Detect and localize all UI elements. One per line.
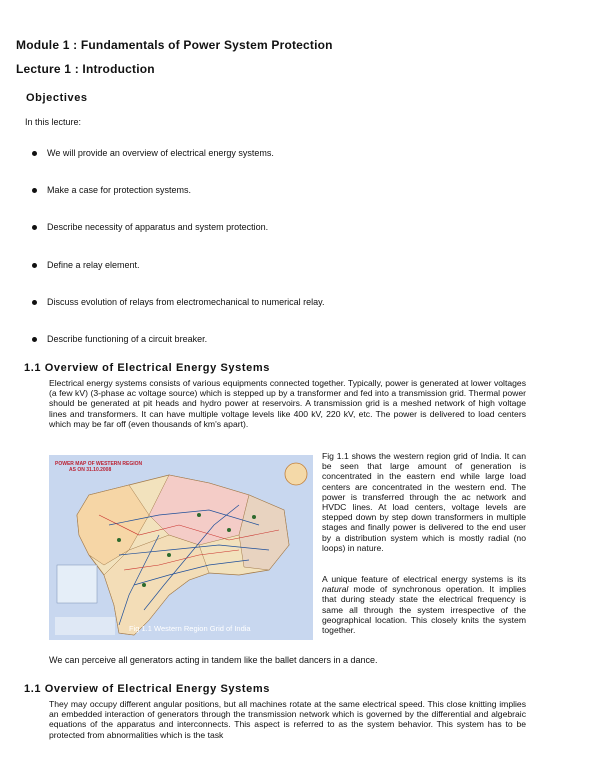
bullet-icon [32,263,37,268]
section-paragraph: Electrical energy systems consists of various equipments connected together. Typically, power is generated at lower voltages (a few kV) (3-phase ac voltage source) which is stepped up by a transformer and fed into a transmission grid. Thermal power should be generated at pit heads and hydro power at reservoirs. A transmission grid is a meshed network of high voltage lines and transformers. It can have multiple voltage levels like 400 kV, 220 kV, etc. The power is delivered to load centers which may be far off (even thousands of km's apart). [49,378,526,429]
lecture-title: Lecture 1 : Introduction [16,62,155,76]
objective-item: Describe necessity of apparatus and system protection. [32,222,268,232]
figure-caption: Fig 1.1 Western Region Grid of India [129,624,251,633]
figure-description: Fig 1.1 shows the western region grid of India. It can be seen that large amount of generation is concentrated in the eastern end while large load centers are concentrated in the western end. The power is transferred through the ac network and HVDC lines. At load centers, voltage levels are stepped down by step down transformers in multiple stages and finally power is delivered to the end user by a distribution system which is mostly radial (no loops) in nature. [322,451,526,553]
objective-item: We will provide an overview of electrical energy systems. [32,148,274,158]
objective-item: Discuss evolution of relays from electromechanical to numerical relay. [32,297,324,307]
objective-item: Define a relay element. [32,260,140,270]
closing-sentence: We can perceive all generators acting in tandem like the ballet dancers in a dance. [49,655,378,665]
objectives-heading: Objectives [26,92,88,104]
bullet-icon [32,300,37,305]
section-heading: 1.1 Overview of Electrical Energy Systems [24,362,270,374]
objective-item: Describe functioning of a circuit breaker. [32,334,207,344]
objectives-intro: In this lecture: [25,117,82,127]
map-illustration [49,455,313,640]
western-region-map [49,455,313,640]
objective-item: Make a case for protection systems. [32,185,191,195]
module-title: Module 1 : Fundamentals of Power System Protection [16,38,333,52]
synchronous-operation-paragraph: A unique feature of electrical energy systems is its natural mode of synchronous operation. It implies that during steady state the electrical frequency is same all through the system irrespective of the geographical location. This closely knits the system together. [322,574,526,636]
section-paragraph: They may occupy different angular positions, but all machines rotate at the same electrical speed. This close knitting implies an embedded interaction of generators through the transmission network which is governed by the differential and algebraic equations of the apparatus and interconnects. This aspect is referred to as the system behavior. This system has to be protected from abnormalities which is the task [49,699,526,740]
section-heading: 1.1 Overview of Electrical Energy Systems [24,683,270,695]
map-title: POWER MAP OF WESTERN REGION AS ON 31.10.2008 [55,461,143,473]
bullet-icon [32,225,37,230]
bullet-icon [32,151,37,156]
bullet-icon [32,188,37,193]
bullet-icon [32,337,37,342]
